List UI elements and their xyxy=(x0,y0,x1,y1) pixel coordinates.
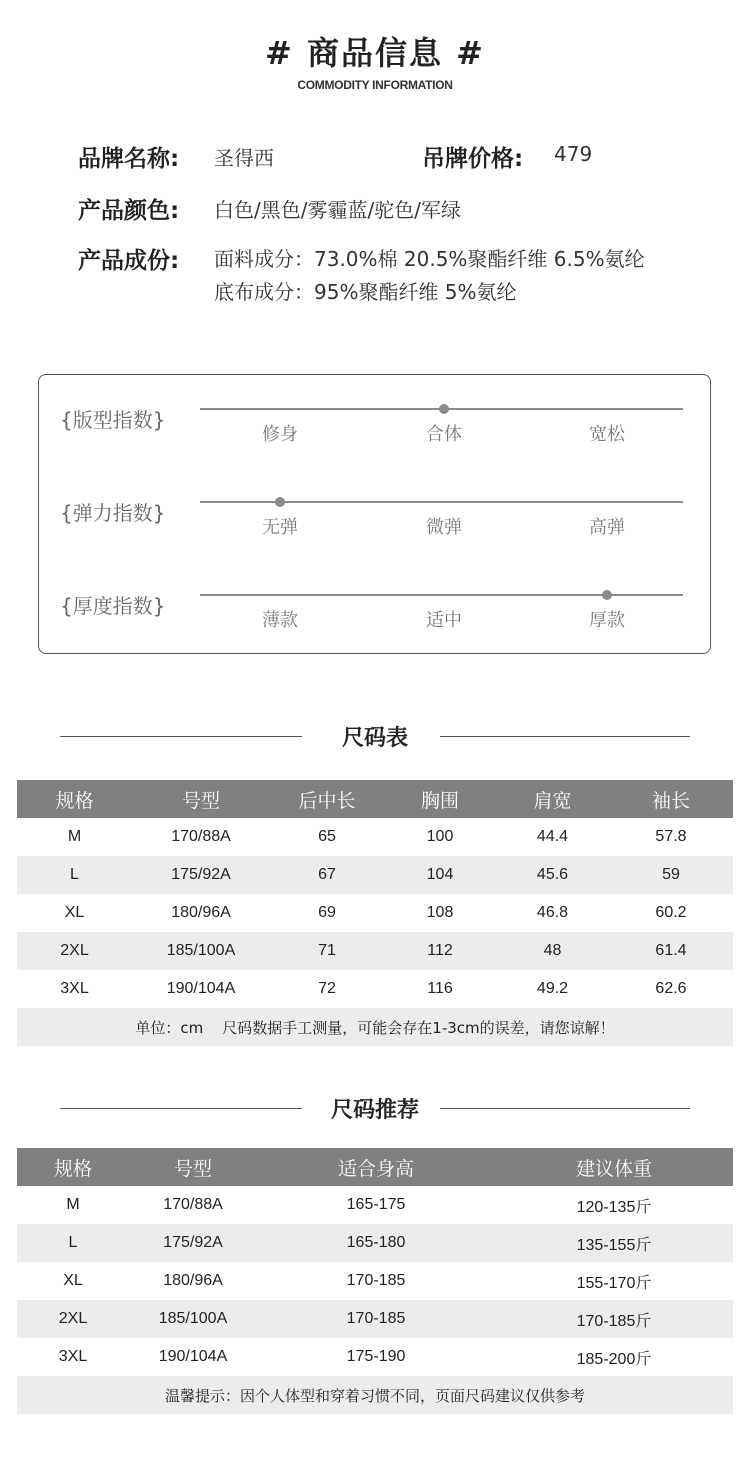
table-cell: 180/96A xyxy=(171,904,231,921)
table-cell: 45.6 xyxy=(536,866,569,883)
table-cell: 2XL xyxy=(60,942,89,959)
table-cell: 175/92A xyxy=(163,1234,223,1251)
table-cell: 190/104A xyxy=(166,980,236,997)
page-title: # 商品信息 # xyxy=(265,34,485,72)
header-cell: 后中长 xyxy=(298,789,356,812)
thickness-index-label: {厚度指数} xyxy=(60,594,166,618)
table-cell: 170/88A xyxy=(163,1196,223,1213)
header-cell: 号型 xyxy=(181,789,220,812)
recommend-table xyxy=(17,1148,733,1414)
header-cell: 规格 xyxy=(55,789,94,812)
table-cell: 116 xyxy=(427,980,453,997)
table-row xyxy=(17,970,733,1008)
table-cell: M xyxy=(67,828,82,845)
table-cell: 155-170斤 xyxy=(576,1274,652,1292)
recommend-divider-right xyxy=(440,1108,690,1109)
table-cell: 57.8 xyxy=(655,828,687,845)
recommend-table-note: 温馨提示：因个人体型和穿着习惯不同，页面尺码建议仅供参考 xyxy=(17,1376,733,1414)
table-cell: 3XL xyxy=(60,980,89,997)
thickness-option-thin: 薄款 xyxy=(262,610,298,631)
header-cell: 袖长 xyxy=(651,789,690,812)
header-cell: 建议体重 xyxy=(575,1157,652,1180)
table-cell: 61.4 xyxy=(655,942,687,959)
table-cell: 170/88A xyxy=(171,828,231,845)
fit-option-regular: 合体 xyxy=(426,424,462,445)
recommend-table-header xyxy=(17,1148,733,1186)
header-cell: 规格 xyxy=(53,1157,92,1180)
table-cell: 112 xyxy=(427,942,453,959)
table-cell: 2XL xyxy=(58,1310,88,1327)
table-cell: M xyxy=(66,1196,80,1213)
table-cell: L xyxy=(70,866,79,883)
table-row xyxy=(17,1338,733,1376)
table-cell: 190/104A xyxy=(158,1348,228,1365)
table-cell: 100 xyxy=(426,828,454,845)
elasticity-option-slight: 微弹 xyxy=(426,517,462,538)
table-cell: 180/96A xyxy=(163,1272,223,1289)
table-row xyxy=(17,1300,733,1338)
table-cell: 44.4 xyxy=(536,828,569,845)
size-table-header xyxy=(17,780,733,818)
size-table-title: 尺码表 xyxy=(341,726,408,751)
elasticity-index-label: {弹力指数} xyxy=(60,501,166,525)
elasticity-option-none: 无弹 xyxy=(262,517,298,538)
table-cell: 120-135斤 xyxy=(576,1198,652,1216)
size-table-note: 单位：cm 尺码数据手工测量，可能会存在1-3cm的误差，请您谅解！ xyxy=(17,1008,733,1046)
elasticity-option-high: 高弹 xyxy=(589,517,625,538)
table-cell: 170-185斤 xyxy=(576,1312,652,1330)
header-cell: 号型 xyxy=(173,1157,212,1180)
table-cell: XL xyxy=(64,904,85,921)
table-cell: 71 xyxy=(318,942,336,959)
color-value: 白色/黑色/雾霾蓝/驼色/军绿 xyxy=(214,198,461,222)
table-cell: 69 xyxy=(318,904,336,921)
composition-fabric: 面料成分：73.0%棉 20.5%聚酯纤维 6.5%氨纶 xyxy=(214,247,645,271)
fit-option-slim: 修身 xyxy=(262,424,298,445)
table-row xyxy=(17,818,733,856)
table-row xyxy=(17,856,733,894)
table-cell: 72 xyxy=(318,980,336,997)
table-cell: 60.2 xyxy=(655,904,687,921)
table-cell: 175/92A xyxy=(171,866,231,883)
table-cell: 46.8 xyxy=(536,904,569,921)
table-cell: 175-190 xyxy=(346,1348,406,1365)
table-cell: 104 xyxy=(426,866,454,883)
fit-index-marker xyxy=(439,404,449,414)
table-cell: 185/100A xyxy=(166,942,236,959)
brand-value: 圣得西 xyxy=(214,146,274,170)
elasticity-index-track xyxy=(200,501,683,503)
table-cell: 49.2 xyxy=(536,980,569,997)
fit-option-loose: 宽松 xyxy=(589,424,625,445)
table-cell: 135-155斤 xyxy=(576,1236,652,1254)
table-row xyxy=(17,932,733,970)
table-cell: 165-180 xyxy=(346,1234,406,1251)
header-cell: 适合身高 xyxy=(337,1157,414,1180)
table-cell: 48 xyxy=(543,942,562,959)
size-table xyxy=(17,780,733,1046)
table-cell: 59 xyxy=(662,866,680,883)
header-cell: 胸围 xyxy=(420,789,459,812)
table-row xyxy=(17,1186,733,1224)
table-cell: 108 xyxy=(426,904,454,921)
thickness-option-medium: 适中 xyxy=(426,610,462,631)
price-label: 吊牌价格: xyxy=(422,146,524,172)
table-cell: 170-185 xyxy=(346,1310,406,1327)
price-value: 479 xyxy=(554,142,593,166)
table-cell: 62.6 xyxy=(655,980,687,997)
table-cell: XL xyxy=(63,1272,83,1289)
table-cell: L xyxy=(68,1234,78,1251)
table-cell: 170-185 xyxy=(346,1272,406,1289)
composition-lining: 底布成分：95%聚酯纤维 5%氨纶 xyxy=(214,280,517,304)
table-row xyxy=(17,1224,733,1262)
header-cell: 肩宽 xyxy=(533,789,572,812)
table-row xyxy=(17,1262,733,1300)
thickness-index-marker xyxy=(602,590,612,600)
table-cell: 3XL xyxy=(58,1348,88,1365)
composition-label: 产品成份: xyxy=(78,248,180,274)
table-cell: 67 xyxy=(318,866,336,883)
page-subtitle: COMMODITY INFORMATION xyxy=(297,78,453,92)
table-cell: 185-200斤 xyxy=(576,1350,652,1368)
table-row xyxy=(17,894,733,932)
color-label: 产品颜色: xyxy=(78,198,180,224)
table-cell: 165-175 xyxy=(346,1196,406,1213)
table-cell: 65 xyxy=(318,828,336,845)
table-cell: 185/100A xyxy=(158,1310,228,1327)
brand-label: 品牌名称: xyxy=(78,146,180,172)
fit-index-label: {版型指数} xyxy=(60,408,166,432)
thickness-option-thick: 厚款 xyxy=(589,610,625,631)
elasticity-index-marker xyxy=(275,497,285,507)
size-table-divider-right xyxy=(440,736,690,737)
recommend-title: 尺码推荐 xyxy=(330,1098,419,1123)
